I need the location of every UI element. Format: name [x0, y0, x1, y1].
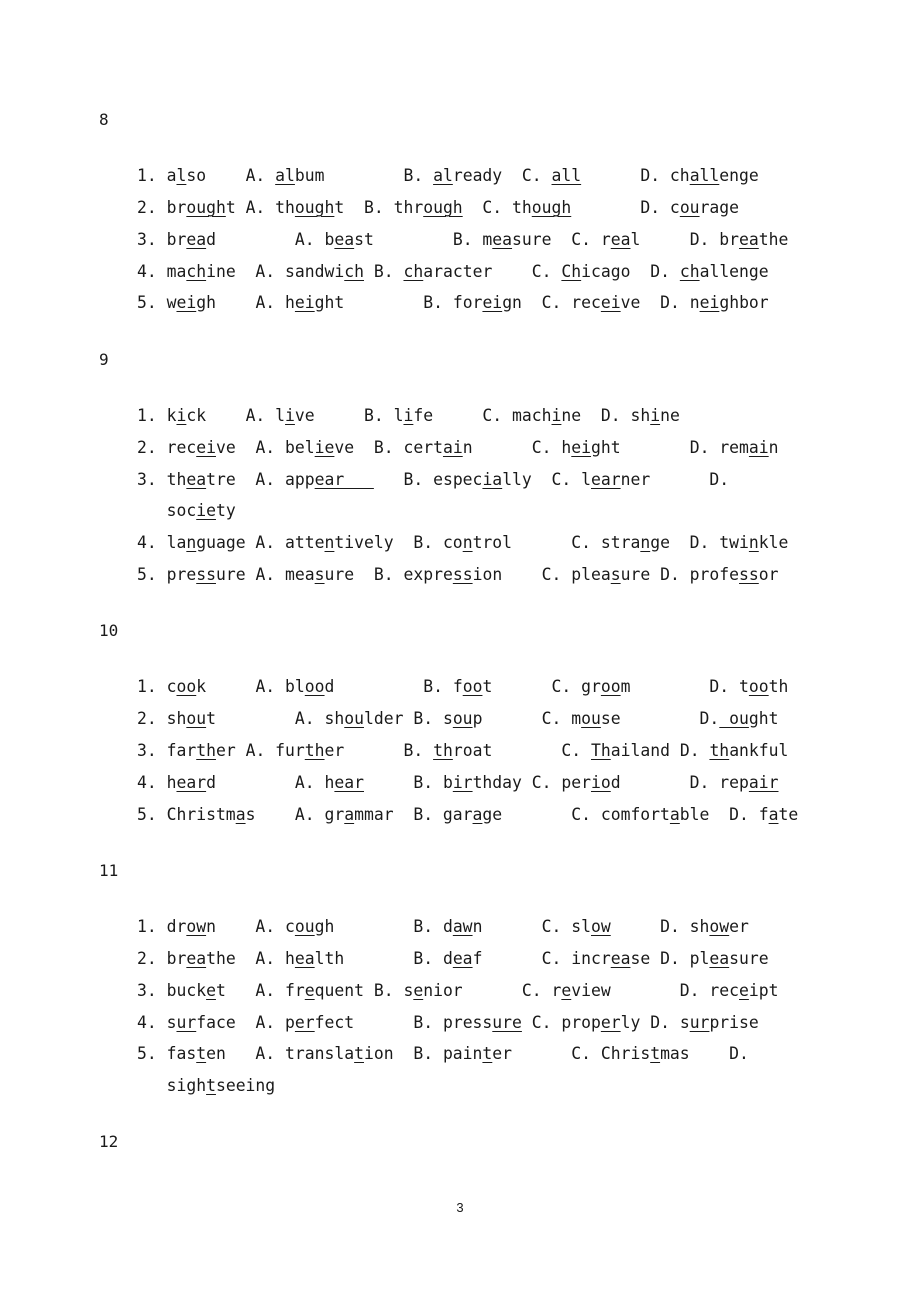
section-number: 9	[99, 350, 109, 369]
text-segment: ailand D.	[610, 741, 710, 760]
underlined-letters: t	[482, 1044, 493, 1063]
underlined-letters: ur	[689, 1013, 710, 1032]
underlined-letters: er	[600, 1013, 621, 1032]
text-segment: the A. h	[206, 949, 295, 968]
underlined-letters: i	[403, 406, 414, 425]
underlined-letters: ea	[294, 949, 315, 968]
text-segment: 3. far	[137, 741, 197, 760]
question-line	[137, 1044, 749, 1064]
underlined-letters: i	[285, 406, 295, 425]
text-segment: ge C. comfort	[482, 805, 670, 824]
text-segment: sure	[729, 949, 769, 968]
text-segment: d D. rep	[610, 773, 749, 792]
text-segment: tre A. app	[206, 470, 315, 489]
underlined-letters: ou	[452, 709, 473, 728]
text-segment: 1.	[137, 166, 167, 185]
text-segment: 1. dr	[137, 917, 187, 936]
text-segment: ck A. l	[186, 406, 286, 425]
underlined-letters: ei	[294, 293, 315, 312]
text-segment: ve D. n	[620, 293, 700, 312]
text-segment: 2. rec	[137, 438, 197, 457]
text-segment: m D. t	[620, 677, 749, 696]
underlined-letters: ough	[531, 198, 572, 217]
text-segment: enge	[719, 166, 759, 185]
text-segment: so A.	[186, 166, 276, 185]
text-segment: 4. la	[137, 533, 187, 552]
text-segment: 1. c	[137, 677, 177, 696]
underlined-letters: l	[176, 166, 187, 185]
question-line	[137, 438, 779, 458]
underlined-letters: ou	[581, 709, 601, 728]
text-segment: ght B. for	[314, 293, 483, 312]
underlined-letters: n	[462, 533, 473, 552]
text-segment: f C. incr	[472, 949, 611, 968]
question-line	[137, 773, 779, 793]
text-segment: ure D. profe	[620, 565, 740, 584]
text-segment: ready C.	[452, 166, 552, 185]
text-segment: B. b	[364, 773, 453, 792]
underlined-letters: ss	[196, 565, 216, 584]
text-segment: t A. fr	[215, 981, 305, 1000]
underlined-letters: ei	[571, 438, 592, 457]
underlined-letters: ai	[442, 438, 463, 457]
text-segment: sure C. r	[512, 230, 611, 249]
underlined-letters: ear	[334, 773, 364, 792]
text-segment: tively B. co	[334, 533, 463, 552]
underlined-letters: th	[304, 741, 325, 760]
underlined-letters: ch	[403, 262, 424, 281]
text-segment: D. sh	[610, 917, 710, 936]
text-segment: 4. h	[137, 773, 177, 792]
text-segment: gh B. d	[314, 917, 453, 936]
underlined-letters: air	[748, 773, 779, 792]
text-segment: 4. s	[137, 1013, 177, 1032]
text-segment: 3. buck	[137, 981, 207, 1000]
section-number: 8	[99, 110, 109, 129]
text-segment: 2. br	[137, 949, 187, 968]
underlined-letters: ea	[186, 949, 207, 968]
question-line	[137, 917, 749, 937]
text-segment: B.	[364, 262, 404, 281]
text-segment: aracter C.	[423, 262, 562, 281]
text-segment: ne	[660, 406, 680, 425]
question-line	[137, 805, 798, 825]
underlined-letters: al	[275, 166, 295, 185]
text-segment: view D. rec	[571, 981, 739, 1000]
underlined-letters: ou	[719, 709, 749, 728]
text-segment: l D. br	[630, 230, 740, 249]
text-segment: lth B. d	[314, 949, 453, 968]
question-line	[137, 709, 779, 729]
underlined-letters: t	[650, 1044, 661, 1063]
underlined-letters: ei	[699, 293, 720, 312]
underlined-letters: ei	[600, 293, 621, 312]
text-segment: ipt	[748, 981, 779, 1000]
underlined-letters: ou	[344, 709, 364, 728]
text-segment: ghbor	[719, 293, 769, 312]
question-line	[137, 565, 779, 585]
underlined-letters: ea	[492, 230, 513, 249]
text-segment: ble D. f	[679, 805, 769, 824]
underlined-letters: n	[324, 533, 335, 552]
text-segment: bum B.	[294, 166, 434, 185]
underlined-letters: th	[709, 741, 730, 760]
text-segment: th	[768, 677, 789, 696]
underlined-letters: ough	[294, 198, 335, 217]
underlined-letters: all	[689, 166, 720, 185]
underlined-letters: e	[206, 981, 216, 1000]
text-segment: ne D. sh	[561, 406, 651, 425]
underlined-letters: ea	[334, 230, 355, 249]
text-segment: D. ch	[581, 166, 690, 185]
text-segment: allenge	[699, 262, 769, 281]
underlined-letters: ie	[314, 438, 335, 457]
question-line	[137, 949, 769, 969]
text-segment: rage	[699, 198, 740, 217]
text-segment: d A. b	[206, 230, 335, 249]
underlined-letters: ei	[482, 293, 503, 312]
question-line	[137, 166, 759, 186]
underlined-letters: th	[433, 741, 453, 760]
text-segment: n C. h	[462, 438, 572, 457]
underlined-letters: ough	[423, 198, 463, 217]
text-segment: C. prop	[521, 1013, 601, 1032]
question-line	[137, 981, 778, 1001]
text-segment: ght	[748, 709, 779, 728]
text-segment: lly C. l	[502, 470, 591, 489]
underlined-letters: ear	[591, 470, 621, 489]
text-segment: seeing	[215, 1076, 276, 1095]
underlined-letters: s	[314, 565, 325, 584]
question-line	[137, 406, 680, 426]
underlined-letters: t	[206, 1076, 216, 1095]
text-segment: er C. Chris	[492, 1044, 651, 1063]
text-segment: a	[166, 166, 177, 185]
text-segment: lder B. s	[364, 709, 453, 728]
underlined-letters: a	[344, 805, 355, 824]
text-segment: ankful	[729, 741, 789, 760]
underlined-letters: oo	[600, 677, 621, 696]
underlined-letters: n	[640, 533, 651, 552]
text-segment: C. th	[462, 198, 532, 217]
underlined-letters: ea	[186, 230, 207, 249]
text-segment: te	[778, 805, 799, 824]
text-segment: ve B. cert	[334, 438, 443, 457]
text-segment: icago D.	[581, 262, 680, 281]
underlined-letters: ur	[176, 1013, 197, 1032]
underlined-letters: ea	[452, 949, 473, 968]
text-segment: s A. gr	[245, 805, 345, 824]
text-segment: er B.	[324, 741, 434, 760]
text-segment: ly D. s	[620, 1013, 690, 1032]
underlined-letters: oo	[304, 677, 325, 696]
text-segment: se D.	[600, 709, 720, 728]
underlined-letters: ea	[186, 470, 207, 489]
underlined-letters: ou	[294, 917, 315, 936]
text-segment: n	[768, 438, 779, 457]
question-line	[137, 533, 788, 553]
text-segment: n C. sl	[472, 917, 591, 936]
underlined-letters: e	[304, 981, 315, 1000]
section-number: 10	[99, 621, 119, 640]
underlined-letters: ow	[186, 917, 207, 936]
underlined-letters: n	[748, 533, 759, 552]
text-segment: trol C. stra	[472, 533, 641, 552]
question-line	[137, 230, 788, 250]
section-number: 12	[99, 1132, 119, 1151]
underlined-letters: ss	[739, 565, 759, 584]
text-segment: gn C. rec	[502, 293, 601, 312]
underlined-letters: ear	[314, 470, 374, 489]
text-segment: mas D.	[660, 1044, 749, 1063]
text-segment: prise	[709, 1013, 759, 1032]
question-line	[137, 741, 788, 761]
text-segment: fe C. mach	[413, 406, 552, 425]
underlined-letters: ch	[344, 262, 364, 281]
underlined-letters: Th	[591, 741, 611, 760]
underlined-letters: er	[294, 1013, 315, 1032]
question-line	[137, 262, 769, 282]
text-segment: t C. gr	[482, 677, 601, 696]
text-segment: ion B. pain	[364, 1044, 483, 1063]
underlined-letters: ia	[482, 470, 503, 489]
text-segment: t A. sh	[206, 709, 345, 728]
underlined-letters: al	[433, 166, 453, 185]
text-segment: ve A. bel	[215, 438, 315, 457]
text-segment: ine A. sandwi	[206, 262, 345, 281]
underlined-letters: i	[176, 406, 187, 425]
text-segment: ion C. plea	[472, 565, 611, 584]
text-segment: ght D. rem	[591, 438, 749, 457]
text-segment: or	[758, 565, 779, 584]
text-segment: n A. c	[206, 917, 295, 936]
text-segment: guage A. atte	[196, 533, 325, 552]
underlined-letters: ea	[709, 949, 730, 968]
text-segment: er	[729, 917, 749, 936]
text-segment: soc	[137, 501, 197, 520]
underlined-letters: a	[669, 805, 680, 824]
text-segment: en A. transla	[206, 1044, 355, 1063]
underlined-letters: ir	[452, 773, 473, 792]
underlined-letters: ai	[748, 438, 769, 457]
text-segment: 4. ma	[137, 262, 187, 281]
underlined-letters: ss	[452, 565, 473, 584]
text-segment: kle	[758, 533, 789, 552]
underlined-letters: i	[551, 406, 562, 425]
text-segment: k A. bl	[196, 677, 305, 696]
text-segment: p C. m	[472, 709, 582, 728]
text-segment: ner D.	[620, 470, 730, 489]
underlined-letters: ei	[176, 293, 197, 312]
text-segment: 5. Christm	[137, 805, 236, 824]
underlined-letters: oo	[748, 677, 769, 696]
text-segment: d A. h	[206, 773, 335, 792]
text-segment: 5. pre	[137, 565, 197, 584]
underlined-letters: aw	[452, 917, 473, 936]
text-segment: 3. th	[137, 470, 187, 489]
underlined-letters: e	[739, 981, 749, 1000]
underlined-letters: ie	[196, 501, 216, 520]
text-segment: er A. fur	[215, 741, 305, 760]
underlined-letters: Ch	[561, 262, 582, 281]
underlined-letters: a	[768, 805, 779, 824]
underlined-letters: ear	[176, 773, 207, 792]
text-segment: ve B. l	[294, 406, 404, 425]
text-segment: st B. m	[354, 230, 493, 249]
text-segment: nior C. r	[423, 981, 562, 1000]
underlined-letters: ea	[610, 949, 631, 968]
text-segment: t B. thr	[334, 198, 424, 217]
text-segment: mmar B. gar	[354, 805, 473, 824]
text-segment: roat C.	[452, 741, 591, 760]
underlined-letters: n	[186, 533, 197, 552]
underlined-letters: t	[196, 1044, 207, 1063]
text-segment: ge D. twi	[650, 533, 749, 552]
underlined-letters: e	[561, 981, 572, 1000]
text-segment: 1. k	[137, 406, 177, 425]
underlined-letters: all	[551, 166, 582, 185]
underlined-letters: th	[196, 741, 216, 760]
question-line	[137, 1076, 275, 1096]
underlined-letters: oo	[462, 677, 483, 696]
text-segment: thday C. per	[472, 773, 591, 792]
underlined-letters: ea	[739, 230, 759, 249]
text-segment: 5. fas	[137, 1044, 197, 1063]
underlined-letters: e	[413, 981, 424, 1000]
text-segment: ure B. expre	[324, 565, 453, 584]
question-line	[137, 1013, 759, 1033]
text-segment: se D. pl	[630, 949, 710, 968]
text-segment: the	[758, 230, 789, 249]
underlined-letters: i	[650, 406, 661, 425]
underlined-letters: ei	[196, 438, 216, 457]
underlined-letters: ure	[492, 1013, 522, 1032]
underlined-letters: ow	[709, 917, 730, 936]
underlined-letters: ea	[610, 230, 631, 249]
text-segment: 2. sh	[137, 709, 187, 728]
question-line	[137, 677, 788, 697]
text-segment: ure A. mea	[215, 565, 315, 584]
underlined-letters: a	[472, 805, 483, 824]
question-line	[137, 198, 739, 218]
text-segment: quent B. s	[314, 981, 414, 1000]
text-segment: B. espec	[373, 470, 483, 489]
underlined-letters: ch	[186, 262, 207, 281]
section-number: 11	[99, 861, 119, 880]
underlined-letters: ough	[186, 198, 226, 217]
text-segment: face A. p	[196, 1013, 295, 1032]
text-segment: gh A. h	[196, 293, 295, 312]
underlined-letters: oo	[176, 677, 197, 696]
text-segment: fect B. press	[314, 1013, 493, 1032]
text-segment: D. c	[571, 198, 680, 217]
underlined-letters: ou	[679, 198, 700, 217]
underlined-letters: t	[354, 1044, 364, 1063]
question-line	[137, 293, 769, 313]
underlined-letters: ou	[186, 709, 207, 728]
text-segment: t A. th	[225, 198, 295, 217]
text-segment: d B. f	[324, 677, 463, 696]
underlined-letters: ow	[590, 917, 611, 936]
underlined-letters: s	[610, 565, 621, 584]
text-segment: sigh	[137, 1076, 207, 1095]
underlined-letters: a	[235, 805, 246, 824]
page-number: 3	[456, 1200, 464, 1215]
underlined-letters: io	[590, 773, 611, 792]
text-segment: 2. br	[137, 198, 187, 217]
text-segment: ty	[215, 501, 236, 520]
question-line	[137, 501, 236, 521]
question-line	[137, 470, 729, 490]
text-segment: 5. w	[137, 293, 177, 312]
underlined-letters: ch	[679, 262, 700, 281]
text-segment: 3. br	[137, 230, 187, 249]
